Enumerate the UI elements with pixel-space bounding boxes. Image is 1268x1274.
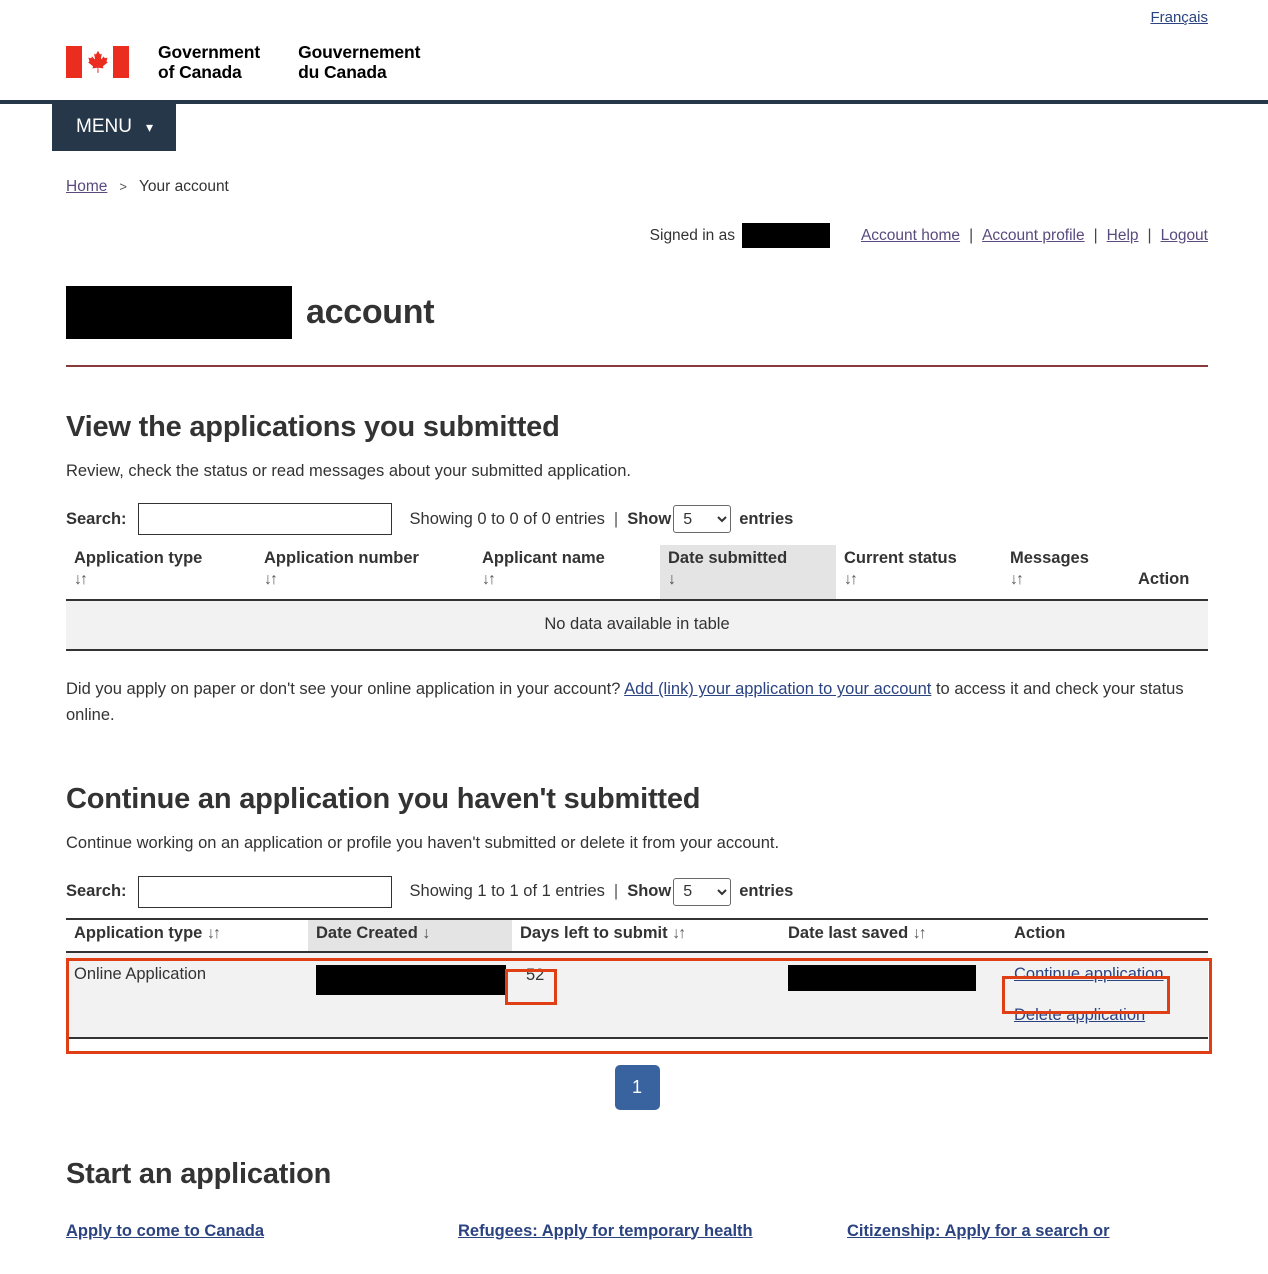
add-application-footnote <box>66 677 1208 728</box>
add-link-application-link[interactable]: Add (link) your application to your account <box>624 680 932 699</box>
continue-section-description: Continue working on an application or profile you haven't submitted or delete it from your account. <box>66 833 780 852</box>
account-home-link[interactable]: Account home <box>860 226 961 244</box>
submitted-showing-text: Showing 0 to 0 of 0 entries <box>409 509 605 528</box>
submitted-table-controls <box>66 503 1208 535</box>
link-divider: | <box>1147 226 1152 244</box>
menu-label: MENU <box>76 116 132 137</box>
table-row <box>66 600 1208 650</box>
page-title-row <box>66 270 1208 367</box>
col-application-type[interactable] <box>66 545 256 600</box>
empty-table-message: No data available in table <box>66 600 1208 650</box>
continue-applications-table <box>66 918 1208 1039</box>
link-divider: | <box>1093 226 1098 244</box>
menu-bar <box>0 104 1268 151</box>
help-link[interactable]: Help <box>1106 226 1139 244</box>
wordmark-fr-line1: Gouvernement <box>298 42 421 62</box>
start-link-col-3 <box>847 1219 1177 1244</box>
col-date-created[interactable] <box>308 919 512 952</box>
date-created-redacted <box>316 965 506 995</box>
cell-days-left <box>512 952 780 1038</box>
main-menu-button[interactable] <box>52 104 176 151</box>
col-date-last-saved[interactable] <box>780 919 1006 952</box>
col-label: Application type <box>74 923 203 942</box>
date-last-saved-redacted <box>788 965 976 991</box>
sort-both-icon[interactable]: ↓↑ <box>74 571 86 589</box>
signed-in-user-redacted <box>742 223 830 248</box>
sort-desc-icon[interactable]: ↓ <box>422 924 431 942</box>
wordmark-en-line1: Government <box>158 42 261 62</box>
wordmark-fr-line2: du Canada <box>298 62 387 82</box>
col-label: Date Created <box>316 923 418 942</box>
col-current-status[interactable] <box>836 545 1002 600</box>
main-content <box>0 270 1268 1243</box>
breadcrumb-current: Your account <box>138 178 229 195</box>
logout-link[interactable]: Logout <box>1160 226 1208 244</box>
citizenship-search-link[interactable]: Citizenship: Apply for a search or <box>847 1221 1110 1240</box>
col-label: Application number <box>264 549 419 568</box>
col-label: Messages <box>1010 549 1089 568</box>
table-row <box>66 952 1208 1038</box>
continue-search-label: Search: <box>66 882 127 900</box>
goc-wordmark <box>158 42 420 82</box>
breadcrumb <box>0 151 1268 196</box>
pagination-page-1-button[interactable]: 1 <box>615 1065 660 1110</box>
continue-entries-label: entries <box>739 882 794 900</box>
continue-section-heading: Continue an application you haven't submitted <box>66 782 701 815</box>
signed-in-bar <box>0 223 1268 248</box>
days-left-value: 52 <box>526 965 545 984</box>
continue-show-label: Show <box>627 882 672 900</box>
delete-application-link[interactable]: Delete application <box>1014 1005 1146 1024</box>
chevron-down-icon: ▾ <box>145 118 153 135</box>
continue-application-link[interactable]: Continue application <box>1014 964 1164 983</box>
controls-divider: | <box>613 509 619 528</box>
table-header-row <box>66 545 1208 600</box>
continue-table-wrapper <box>66 918 1208 1039</box>
footnote-text-before: Did you apply on paper or don't see your online application in your account? <box>66 680 621 699</box>
col-date-submitted[interactable] <box>660 545 836 600</box>
language-bar <box>0 0 1268 36</box>
cell-action <box>1006 952 1208 1038</box>
start-link-col-1 <box>66 1219 458 1244</box>
page-title: account <box>306 292 435 331</box>
continue-search-input[interactable] <box>138 876 392 908</box>
footnote-text-after: to access it and check your status online. <box>66 680 1184 725</box>
sort-both-icon[interactable]: ↓↑ <box>672 924 685 942</box>
col-label: Applicant name <box>482 549 605 568</box>
col-label: Date last saved <box>788 923 909 942</box>
controls-divider: | <box>613 882 619 900</box>
sort-desc-icon[interactable]: ↓ <box>668 571 676 589</box>
col-application-type[interactable] <box>66 919 308 952</box>
submitted-search-input[interactable] <box>138 503 392 535</box>
sort-both-icon[interactable]: ↓↑ <box>264 571 276 589</box>
submitted-entries-select[interactable] <box>673 505 731 533</box>
sort-both-icon[interactable]: ↓↑ <box>1010 571 1022 589</box>
breadcrumb-separator: > <box>119 179 127 194</box>
col-application-number[interactable] <box>256 545 474 600</box>
continue-table-controls <box>66 876 1208 908</box>
start-link-col-2 <box>458 1219 847 1244</box>
canada-flag-icon <box>66 46 129 78</box>
brand-row <box>0 36 1268 88</box>
sort-both-icon[interactable]: ↓↑ <box>912 924 925 942</box>
continue-table-pagination <box>66 1065 1208 1110</box>
continue-showing-text: Showing 1 to 1 of 1 entries <box>409 882 605 900</box>
col-label: Current status <box>844 549 957 568</box>
col-label: Days left to submit <box>520 923 668 942</box>
wordmark-en-line2: of Canada <box>158 62 242 82</box>
col-label: Action <box>1138 570 1190 589</box>
account-profile-link[interactable]: Account profile <box>982 226 1085 244</box>
cell-date-last-saved <box>780 952 1006 1038</box>
continue-entries-select[interactable] <box>673 878 731 906</box>
start-section-heading: Start an application <box>66 1157 332 1190</box>
cell-application-type: Online Application <box>66 952 308 1038</box>
start-application-links <box>66 1219 1208 1244</box>
sort-both-icon[interactable]: ↓↑ <box>844 571 856 589</box>
signed-in-label: Signed in as <box>649 226 735 244</box>
submitted-section-description: Review, check the status or read messages about your submitted application. <box>66 461 631 480</box>
col-action <box>1130 545 1208 600</box>
col-messages[interactable] <box>1002 545 1130 600</box>
link-divider: | <box>969 226 974 244</box>
submitted-section-heading: View the applications you submitted <box>66 410 560 443</box>
breadcrumb-home-link[interactable]: Home <box>66 178 108 195</box>
sort-both-icon[interactable]: ↓↑ <box>482 571 494 589</box>
refugees-temporary-health-link[interactable]: Refugees: Apply for temporary health <box>458 1221 753 1240</box>
col-label: Action <box>1014 923 1066 942</box>
col-days-left-to-submit[interactable] <box>512 919 780 952</box>
col-action <box>1006 919 1208 952</box>
submitted-applications-table <box>66 545 1208 651</box>
table-header-row <box>66 919 1208 952</box>
col-applicant-name[interactable] <box>474 545 660 600</box>
language-toggle-link[interactable]: Français <box>1150 9 1208 26</box>
sort-both-icon[interactable]: ↓↑ <box>206 924 219 942</box>
submitted-show-label: Show <box>627 509 672 528</box>
col-label: Application type <box>74 549 203 568</box>
col-label: Date submitted <box>668 549 788 568</box>
submitted-entries-label: entries <box>739 509 794 528</box>
account-name-redacted <box>66 286 292 339</box>
account-links <box>861 227 1208 245</box>
cell-date-created <box>308 952 512 1038</box>
submitted-search-label: Search: <box>66 509 127 528</box>
apply-to-come-to-canada-link[interactable]: Apply to come to Canada <box>66 1221 265 1240</box>
